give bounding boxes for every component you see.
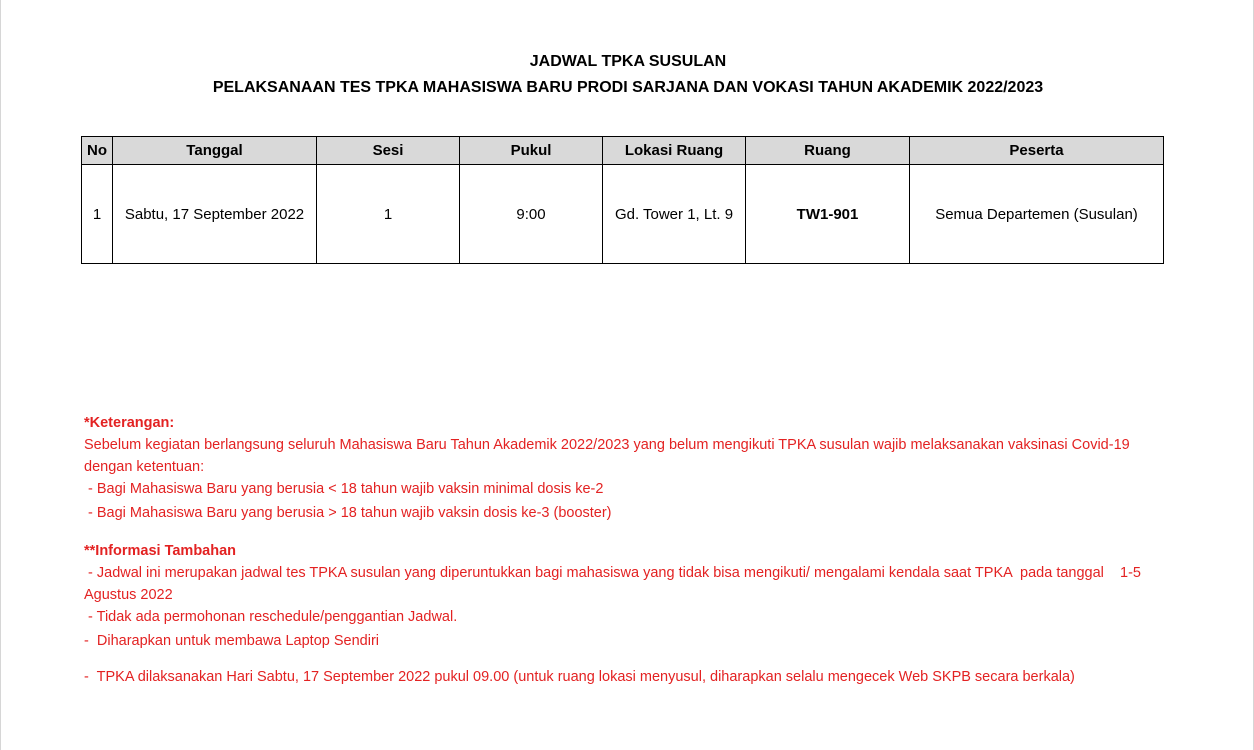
table-row xyxy=(82,165,1164,264)
col-header-tanggal: Tanggal xyxy=(113,137,317,165)
col-header-pukul: Pukul xyxy=(460,137,603,165)
col-header-peserta: Peserta xyxy=(910,137,1164,165)
informasi-item: - Tidak ada permohonan reschedule/penggantian Jadwal. xyxy=(84,609,458,625)
informasi-final: - TPKA dilaksanakan Hari Sabtu, 17 September 2022 pukul 09.00 (untuk ruang lokasi menyusul, diharapkan selalu mengecek Web SKPB secara berkala) xyxy=(84,669,1075,685)
col-header-ruang: Ruang xyxy=(746,137,910,165)
keterangan-intro: Sebelum kegiatan berlangsung seluruh Mahasiswa Baru Tahun Akademik 2022/2023 yang belum mengikuti TPKA susulan wajib melaksanakan vaksinasi Covid-19 dengan ketentuan: xyxy=(84,437,1130,475)
document-title: JADWAL TPKA SUSULAN xyxy=(529,53,727,70)
cell-ruang: TW1-901 xyxy=(746,165,910,264)
cell-no: 1 xyxy=(82,165,113,264)
informasi-heading: **Informasi Tambahan xyxy=(84,543,237,559)
col-header-no: No xyxy=(82,137,113,165)
cell-sesi: 1 xyxy=(317,165,460,264)
informasi-item: - Jadwal ini merupakan jadwal tes TPKA susulan yang diperuntukkan bagi mahasiswa yang tidak bisa mengikuti/ mengalami kendala saat TPKA pada tanggal 1-5 Agustus 2022 xyxy=(84,565,1145,603)
document-subtitle: PELAKSANAAN TES TPKA MAHASISWA BARU PRODI SARJANA DAN VOKASI TAHUN AKADEMIK 2022/2023 xyxy=(212,79,1044,96)
cell-pukul: 9:00 xyxy=(460,165,603,264)
cell-lokasi: Gd. Tower 1, Lt. 9 xyxy=(603,165,746,264)
cell-tanggal: Sabtu, 17 September 2022 xyxy=(113,165,317,264)
informasi-item: - Diharapkan untuk membawa Laptop Sendiri xyxy=(84,633,379,649)
keterangan-heading: *Keterangan: xyxy=(84,415,175,431)
notes-section xyxy=(84,412,1164,688)
keterangan-item: - Bagi Mahasiswa Baru yang berusia < 18 tahun wajib vaksin minimal dosis ke-2 xyxy=(84,481,604,497)
col-header-sesi: Sesi xyxy=(317,137,460,165)
keterangan-item: - Bagi Mahasiswa Baru yang berusia > 18 tahun wajib vaksin dosis ke-3 (booster) xyxy=(84,505,612,521)
cell-peserta: Semua Departemen (Susulan) xyxy=(910,165,1164,264)
col-header-lokasi: Lokasi Ruang xyxy=(603,137,746,165)
table-header-row xyxy=(82,137,1164,165)
schedule-table xyxy=(81,136,1164,264)
